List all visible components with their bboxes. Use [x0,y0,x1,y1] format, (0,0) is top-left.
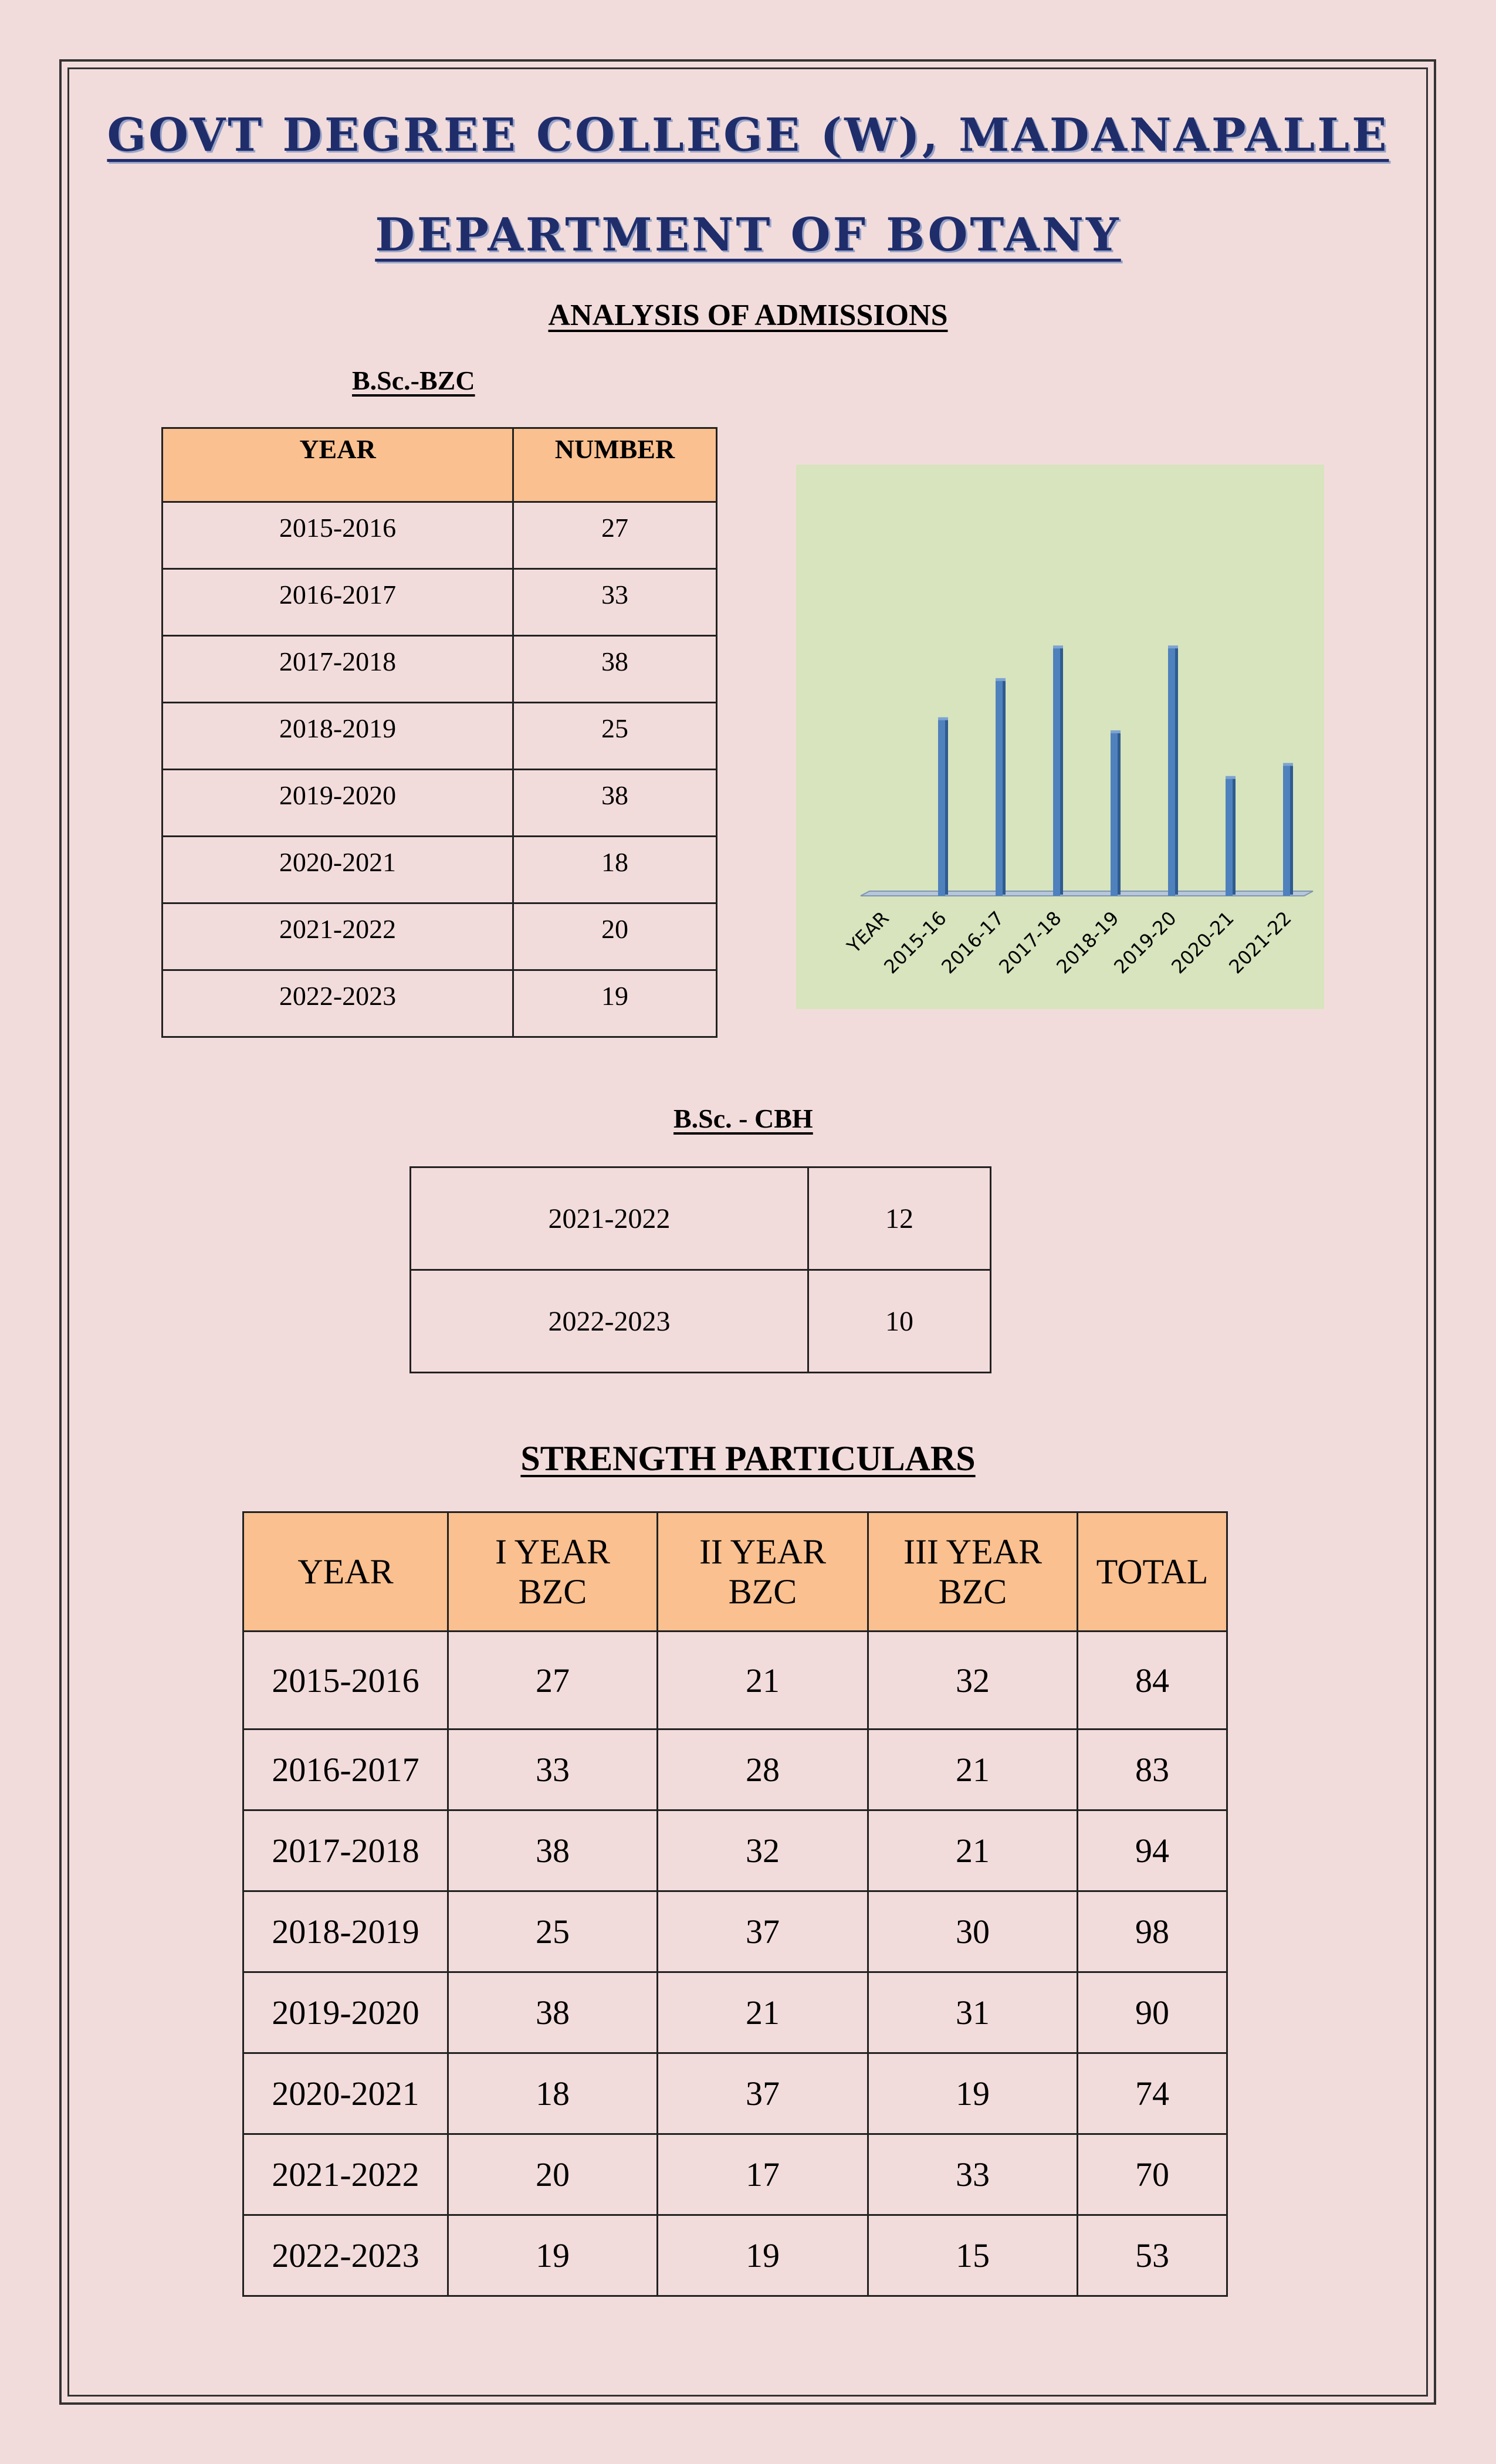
chart-bar [1111,730,1121,896]
x-tick-label: 2021-22 [1224,906,1296,979]
table-row [243,2134,1227,2215]
table-row [163,502,717,569]
number-cell: 20 [513,903,717,970]
number-cell: 18 [513,837,717,903]
ii-year-cell: 37 [658,2053,868,2134]
x-tick-label: 2016-17 [937,906,1008,979]
admissions-chart-panel [796,465,1324,1009]
i-year-cell: 20 [448,2134,658,2215]
year-cell: 2018-2019 [243,1891,448,1972]
bzc-label: B.Sc.-BZC [352,365,475,395]
chart-bar [1226,776,1236,896]
col-iii-year-header [868,1512,1078,1632]
year-cell: 2015-2016 [163,502,513,569]
year-cell: 2017-2018 [163,636,513,703]
iii-year-cell: 30 [868,1891,1078,1972]
year-cell: 2022-2023 [411,1270,808,1373]
total-cell: 74 [1078,2053,1227,2134]
strength-title: STRENGTH PARTICULARS [520,1439,976,1478]
header-line: BZC [518,1572,587,1611]
chart-bar [1168,645,1178,896]
col-total-header: TOTAL [1078,1512,1227,1632]
year-cell: 2020-2021 [243,2053,448,2134]
x-tick-label: 2019-20 [1109,906,1181,979]
table-row [243,1972,1227,2053]
number-cell: 19 [513,970,717,1037]
year-cell: 2019-2020 [243,1972,448,2053]
admissions-bar-chart [796,465,1324,1009]
i-year-cell: 19 [448,2215,658,2296]
analysis-title: ANALYSIS OF ADMISSIONS [548,299,948,332]
total-cell: 94 [1078,1810,1227,1891]
year-cell: 2022-2023 [163,970,513,1037]
number-cell: 33 [513,569,717,636]
table-row [163,636,717,703]
i-year-cell: 18 [448,2053,658,2134]
number-cell: 10 [808,1270,991,1373]
x-tick-label: 2018-19 [1052,906,1123,979]
ii-year-cell: 21 [658,1972,868,2053]
number-cell: 25 [513,703,717,770]
i-year-cell: 38 [448,1810,658,1891]
number-cell: 38 [513,636,717,703]
number-cell: 38 [513,770,717,837]
table-row [243,2053,1227,2134]
year-cell: 2021-2022 [163,903,513,970]
table-row [411,1270,991,1373]
x-tick-label: YEAR [842,906,893,957]
ii-year-cell: 37 [658,1891,868,1972]
header-line: BZC [938,1572,1007,1611]
cbh-label: B.Sc. - CBH [673,1104,813,1133]
total-cell: 70 [1078,2134,1227,2215]
col-year-header: YEAR [243,1512,448,1632]
year-cell: 2015-2016 [243,1632,448,1729]
iii-year-cell: 32 [868,1632,1078,1729]
year-cell: 2021-2022 [243,2134,448,2215]
total-cell: 98 [1078,1891,1227,1972]
table-row [163,569,717,636]
year-cell: 2017-2018 [243,1810,448,1891]
table-row [243,1632,1227,1729]
college-title: GOVT DEGREE COLLEGE (W), MADANAPALLE [107,109,1389,162]
table-row [163,770,717,837]
chart-floor [861,891,1313,896]
i-year-cell: 33 [448,1729,658,1810]
x-tick-label: 2017-18 [994,906,1066,979]
ii-year-cell: 28 [658,1729,868,1810]
year-cell: 2020-2021 [163,837,513,903]
table-row [163,837,717,903]
table-header-row [243,1512,1227,1632]
table-row [411,1167,991,1270]
col-year-header: YEAR [163,428,513,502]
bzc-admissions-table [161,427,717,1038]
col-i-year-header [448,1512,658,1632]
year-cell: 2019-2020 [163,770,513,837]
iii-year-cell: 19 [868,2053,1078,2134]
total-cell: 90 [1078,1972,1227,2053]
ii-year-cell: 32 [658,1810,868,1891]
chart-bar [1283,763,1293,896]
table-row [243,2215,1227,2296]
table-row [243,1729,1227,1810]
iii-year-cell: 33 [868,2134,1078,2215]
col-ii-year-header [658,1512,868,1632]
strength-table [242,1511,1228,2297]
number-cell: 12 [808,1167,991,1270]
year-cell: 2016-2017 [243,1729,448,1810]
col-number-header: NUMBER [513,428,717,502]
header-line: III YEAR [903,1532,1043,1571]
header-line: I YEAR [495,1532,611,1571]
chart-bar [938,717,948,896]
cbh-admissions-table [409,1166,991,1373]
iii-year-cell: 21 [868,1810,1078,1891]
department-title: DEPARTMENT OF BOTANY [375,208,1121,262]
table-row [163,903,717,970]
header-line: II YEAR [699,1532,827,1571]
table-row [163,703,717,770]
total-cell: 84 [1078,1632,1227,1729]
total-cell: 53 [1078,2215,1227,2296]
year-cell: 2016-2017 [163,569,513,636]
table-row [243,1810,1227,1891]
x-tick-label: 2015-16 [879,906,951,979]
chart-bar [996,678,1006,896]
chart-bar [1053,645,1063,896]
iii-year-cell: 15 [868,2215,1078,2296]
header-line: BZC [728,1572,797,1611]
iii-year-cell: 31 [868,1972,1078,2053]
number-cell: 27 [513,502,717,569]
year-cell: 2022-2023 [243,2215,448,2296]
table-header-row [163,428,717,502]
total-cell: 83 [1078,1729,1227,1810]
year-cell: 2021-2022 [411,1167,808,1270]
i-year-cell: 38 [448,1972,658,2053]
iii-year-cell: 21 [868,1729,1078,1810]
ii-year-cell: 17 [658,2134,868,2215]
i-year-cell: 25 [448,1891,658,1972]
i-year-cell: 27 [448,1632,658,1729]
year-cell: 2018-2019 [163,703,513,770]
ii-year-cell: 19 [658,2215,868,2296]
table-row [163,970,717,1037]
table-row [243,1891,1227,1972]
ii-year-cell: 21 [658,1632,868,1729]
x-tick-label: 2020-21 [1167,906,1238,979]
